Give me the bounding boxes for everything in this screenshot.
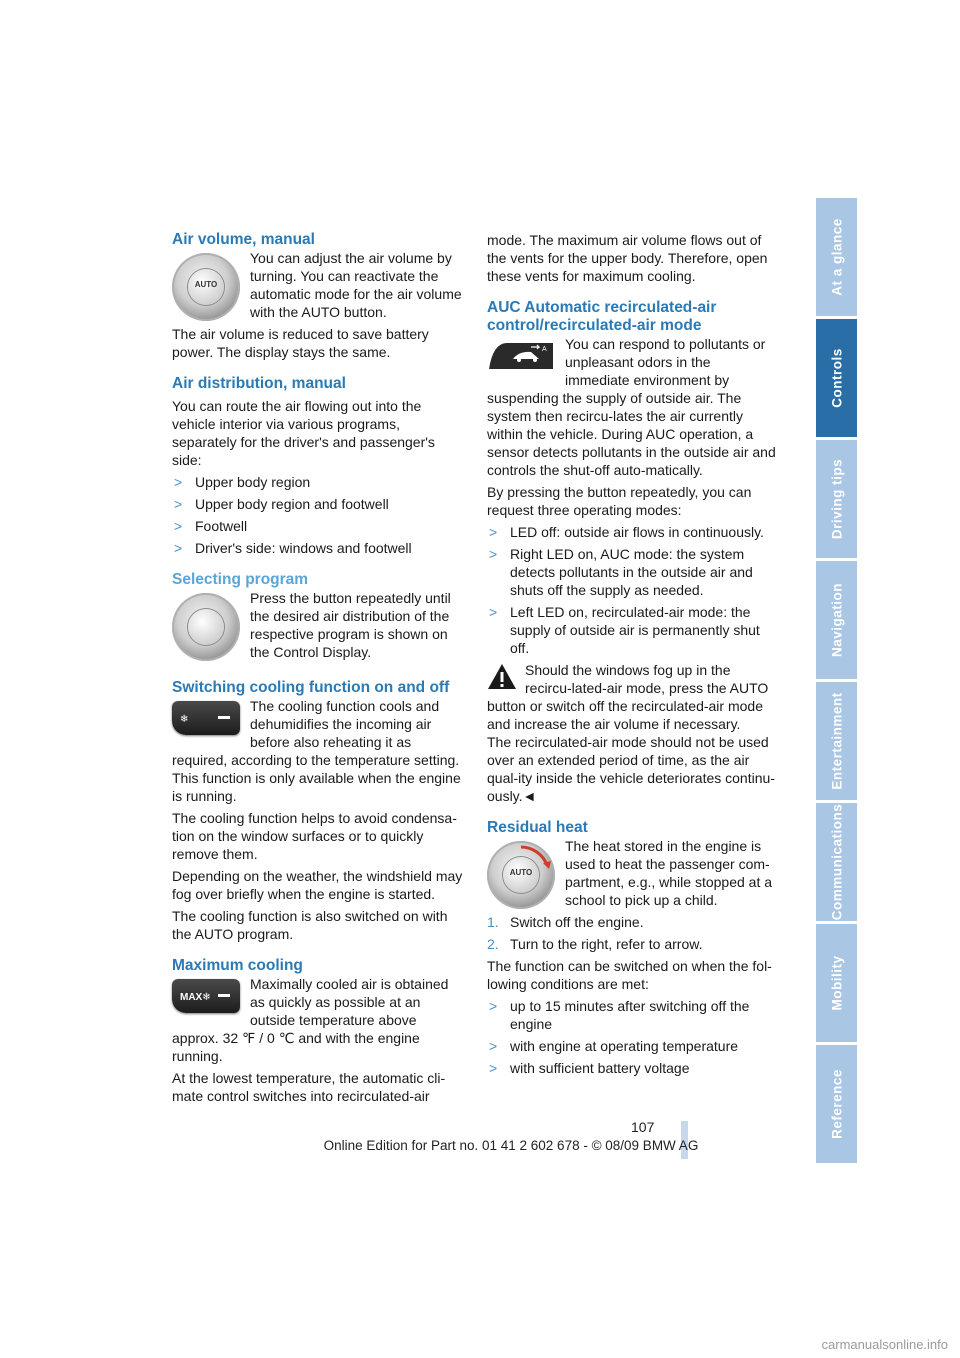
heading-max-cooling: Maximum cooling	[172, 957, 303, 974]
recirculation-car-icon	[487, 339, 555, 373]
section-auc	[487, 299, 779, 805]
led-indicator-icon	[218, 716, 230, 719]
auc-button-image	[487, 339, 555, 373]
residual-conditions-list	[487, 997, 779, 1077]
section-selecting-program	[172, 571, 464, 665]
heading-air-distribution: Air distribution, manual	[172, 375, 346, 392]
air-distribution-list	[172, 473, 464, 557]
knob-auto-label: AUTO	[194, 280, 218, 289]
cooling-p1: The cooling function cools and dehumidifies the incoming air before also reheating it as required, according to the temperature setting. This function is only available when the engine is running.	[172, 698, 461, 804]
tab-mobility[interactable]: Mobility	[816, 924, 857, 1042]
residual-steps	[487, 913, 779, 953]
snowflake-icon: ❄	[180, 714, 189, 725]
continued-text: mode. The maximum air volume flows out of the vents for the upper body. Therefore, open these vents for maximum cooling.	[487, 232, 768, 284]
warning-note	[487, 661, 779, 805]
left-column	[172, 231, 464, 1109]
list-item: 1. Switch off the engine.	[487, 914, 644, 930]
warning-text: Should the windows fog up in the recircu-lated-air mode, press the AUTO button or switch off the recirculated-air mode and increase the air volume if necessary.	[487, 662, 769, 732]
cooling-button-image	[172, 701, 240, 735]
list-item: > Left LED on, recirculated-air mode: the supply of outside air is permanently shut off.	[487, 603, 779, 657]
residual-p1: The heat stored in the engine is used to heat the passenger com-partment, e.g., while stopped at a school to pick up a child.	[565, 838, 773, 908]
turn-right-arrow-icon	[487, 841, 555, 909]
list-item: > Upper body region	[172, 473, 464, 491]
list-item: > Driver's side: windows and footwell	[172, 539, 464, 557]
max-snowflake-label: MAX❄	[180, 992, 211, 1003]
tab-driving-tips[interactable]: Driving tips	[816, 440, 857, 558]
heading-residual-heat: Residual heat	[487, 819, 588, 836]
heading-auc: AUC Automatic recirculated-air control/recirculated-air mode	[487, 299, 717, 334]
warning-text-2: The recirculated-air mode should not be used over an extended period of time, as the air qual-ity inside the vehicle deteriorates continu-ously.◄	[487, 734, 775, 804]
cooling-p4: The cooling function is also switched on with the AUTO program.	[172, 908, 448, 942]
list-item: > with engine at operating temperature	[487, 1037, 779, 1055]
footer-edition: Online Edition for Part no. 01 41 2 602 678 - © 08/09 BMW AG	[323, 1138, 699, 1153]
list-item: > LED off: outside air flows in continuously.	[487, 523, 779, 541]
air-distribution-icon	[188, 609, 224, 645]
svg-text:A: A	[542, 346, 547, 353]
page-number: 107	[631, 1119, 655, 1135]
chapter-tabs	[816, 198, 857, 1166]
warning-triangle-icon	[487, 663, 517, 690]
cooling-p2: The cooling function helps to avoid condensa-tion on the window surfaces or to quickly remove them.	[172, 810, 457, 862]
tab-entertainment[interactable]: Entertainment	[816, 682, 857, 800]
watermark: carmanualsonline.info	[821, 1337, 948, 1352]
tab-at-a-glance[interactable]: At a glance	[816, 198, 857, 316]
section-cooling	[172, 679, 464, 943]
tab-communications[interactable]: Communications	[816, 803, 857, 921]
section-air-volume	[172, 231, 464, 361]
auc-p2: By pressing the button repeatedly, you can request three operating modes:	[487, 484, 752, 518]
max-cooling-button-image	[172, 979, 240, 1013]
auc-modes-list	[487, 523, 779, 657]
right-column	[487, 231, 779, 1081]
heading-cooling: Switching cooling function on and off	[172, 679, 450, 696]
list-item: > Upper body region and footwell	[172, 495, 464, 513]
section-air-distribution	[172, 375, 464, 557]
air-distribution-p1: You can route the air flowing out into the vehicle interior via various programs, separately for the driver's and passenger's side:	[172, 398, 435, 468]
max-cooling-p1: Maximally cooled air is obtained as quickly as possible at an outside temperature above approx. 32 ℉ / 0 ℃ and with the engine running.	[172, 976, 449, 1064]
auto-knob-image	[172, 253, 240, 321]
max-cooling-p2: At the lowest temperature, the automatic cli-mate control switches into recirculated-air	[172, 1070, 446, 1104]
list-item: > up to 15 minutes after switching off the engine	[487, 997, 779, 1033]
led-indicator-icon	[218, 994, 230, 997]
list-item: 2. Turn to the right, refer to arrow.	[487, 936, 703, 952]
selecting-program-p1: Press the button repeatedly until the desired air distribution of the respective program is shown on the Control Display.	[250, 590, 451, 660]
knob-auto-label: AUTO	[509, 868, 533, 877]
tab-controls[interactable]: Controls	[816, 319, 857, 437]
section-residual-heat	[487, 819, 779, 1077]
residual-knob-image	[487, 841, 555, 909]
section-max-cooling	[172, 957, 464, 1105]
program-knob-image	[172, 593, 240, 661]
auc-p1: You can respond to pollutants or unpleasant odors in the immediate environment by suspending the supply of outside air. The system then recircu-lates the air currently within the vehicle. During AUC operation, a sensor detects pollutants in the outside air and controls the shut-off auto-matically.	[487, 336, 776, 478]
list-item: > with sufficient battery voltage	[487, 1059, 779, 1077]
list-item: > Right LED on, AUC mode: the system detects pollutants in the outside air and shuts off the supply as needed.	[487, 545, 779, 599]
tab-reference[interactable]: Reference	[816, 1045, 857, 1163]
air-volume-p1: You can adjust the air volume by turning. You can reactivate the automatic mode for the air volume with the AUTO button.	[250, 250, 462, 320]
list-item: > Footwell	[172, 517, 464, 535]
air-volume-p2: The air volume is reduced to save battery power. The display stays the same.	[172, 326, 429, 360]
cooling-p3: Depending on the weather, the windshield may fog over briefly when the engine is started.	[172, 868, 463, 902]
tab-navigation[interactable]: Navigation	[816, 561, 857, 679]
heading-selecting-program: Selecting program	[172, 571, 309, 588]
residual-p2: The function can be switched on when the fol-lowing conditions are met:	[487, 958, 772, 992]
heading-air-volume: Air volume, manual	[172, 231, 315, 248]
